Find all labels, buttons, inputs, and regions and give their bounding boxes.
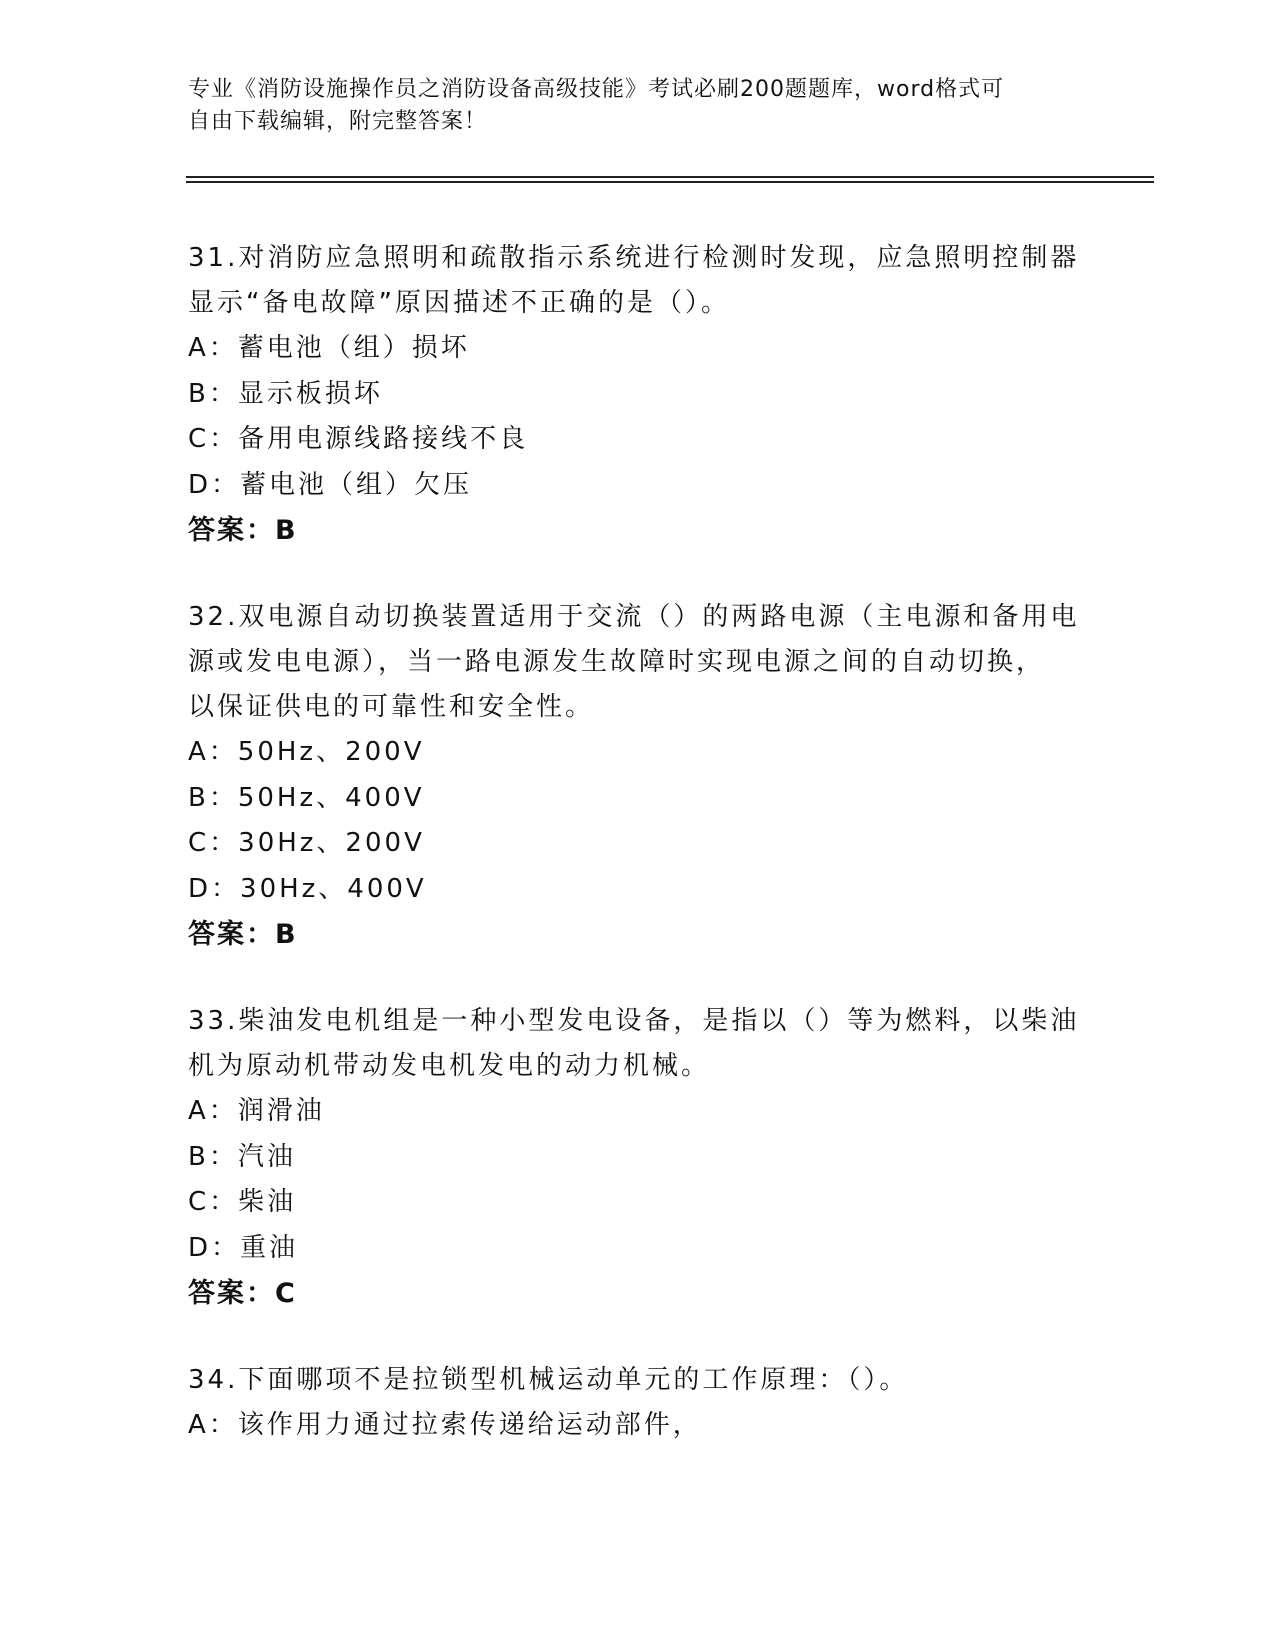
option-d: D：30Hz、400V <box>188 873 427 904</box>
question-text: 源或发电电源），当一路电源发生故障时实现电源之间的自动切换， <box>188 647 1046 677</box>
option-a: A：润滑油 <box>188 1096 325 1126</box>
option-a: A：50Hz、200V <box>188 737 425 767</box>
question-text: 显示“备电故障”原因描述不正确的是（）。 <box>188 288 730 318</box>
option-c: C：柴油 <box>188 1187 297 1217</box>
question-34 <box>188 1358 1088 1449</box>
header-line: 专业《消防设施操作员之消防设备高级技能》考试必刷200题题库，word格式可 <box>188 77 1005 102</box>
header-divider-top <box>186 176 1154 178</box>
question-list <box>188 236 1088 1491</box>
option-a: A：蓄电池（组）损坏 <box>188 333 470 363</box>
question-text: 机为原动机带动发电机发电的动力机械。 <box>188 1051 711 1081</box>
option-d: D：蓄电池（组）欠压 <box>188 469 473 500</box>
answer: 答案：B <box>188 919 298 950</box>
header-line: 自由下载编辑，附完整答案！ <box>188 109 488 134</box>
option-a: A：该作用力通过拉索传递给运动部件， <box>188 1410 702 1440</box>
question-32 <box>188 595 1088 957</box>
option-c: C：备用电源线路接线不良 <box>188 424 529 454</box>
question-33 <box>188 999 1088 1316</box>
question-text: 31.对消防应急照明和疏散指示系统进行检测时发现，应急照明控制器 <box>188 243 1080 273</box>
question-text: 以保证供电的可靠性和安全性。 <box>188 692 595 722</box>
option-b: B：50Hz、400V <box>188 782 425 813</box>
answer: 答案：B <box>188 515 298 546</box>
option-b: B：显示板损坏 <box>188 378 383 409</box>
header-divider-bottom <box>186 181 1154 183</box>
question-text: 34.下面哪项不是拉锁型机械运动单元的工作原理：（）。 <box>188 1365 909 1395</box>
option-b: B：汽油 <box>188 1141 296 1172</box>
answer: 答案：C <box>188 1278 297 1309</box>
document-header <box>188 74 1068 138</box>
question-31 <box>188 236 1088 553</box>
option-c: C：30Hz、200V <box>188 828 425 858</box>
question-text: 33.柴油发电机组是一种小型发电设备，是指以（）等为燃料，以柴油 <box>188 1006 1080 1036</box>
question-text: 32.双电源自动切换装置适用于交流（）的两路电源（主电源和备用电 <box>188 602 1080 632</box>
option-d: D：重油 <box>188 1232 299 1263</box>
